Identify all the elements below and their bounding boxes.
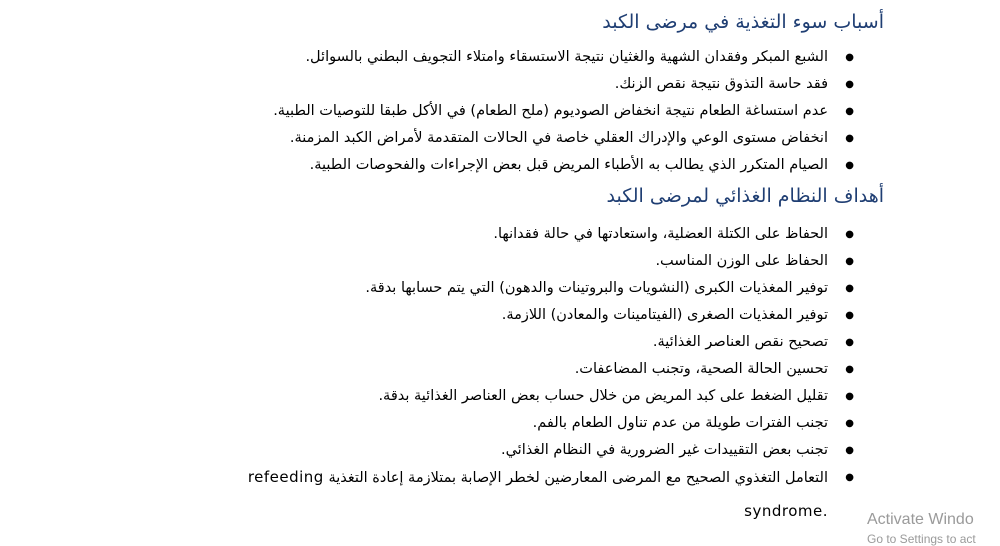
list-item: ● تجنب الفترات طويلة من عدم تناول الطعام بالفم.	[150, 410, 890, 437]
list-item: ● الحفاظ على الكتلة العضلية، واستعادتها في حالة فقدانها.	[150, 221, 890, 248]
list-item: ● الشبع المبكر وفقدان الشهية والغثيان نتيجة الاستسقاء وامتلاء التجويف البطني بالسوائل.	[150, 44, 890, 71]
list-item: ● عدم استساغة الطعام نتيجة انخفاض الصوديوم (ملح الطعام) في الأكل طبقا للتوصيات الطبية.	[150, 98, 890, 125]
list-item: ● توفير المغذيات الكبرى (النشويات والبروتينات والدهون) التي يتم حسابها بدقة.	[150, 275, 890, 302]
list-item: ● الصيام المتكرر الذي يطالب به الأطباء المريض قبل بعض الإجراءات والفحوصات الطبية.	[150, 152, 890, 179]
list-item: ● الحفاظ على الوزن المناسب.	[150, 248, 890, 275]
goals-list	[150, 221, 890, 530]
section-heading-diet-goals: أهداف النظام الغذائي لمرضى الكبد	[606, 185, 884, 207]
activate-windows-watermark	[867, 510, 1000, 546]
section-heading-malnutrition-causes: أسباب سوء التغذية في مرضى الكبد	[602, 11, 884, 33]
list-item: ● فقد حاسة التذوق نتيجة نقص الزنك.	[150, 71, 890, 98]
watermark-title: Activate Windo	[867, 511, 974, 528]
syndrome-term: syndrome.	[744, 502, 828, 520]
refeeding-term: refeeding	[247, 468, 324, 486]
list-item: ● انخفاض مستوى الوعي والإدراك العقلي خاصة في الحالات المتقدمة لأمراض الكبد المزمنة.	[150, 125, 890, 152]
refeeding-text: التعامل التغذوي الصحيح مع المرضى المعارضين لخطر الإصابة بمتلازمة إعادة التغذية	[328, 470, 828, 486]
list-item: ● تقليل الضغط على كبد المريض من خلال حساب بعض العناصر الغذائية بدقة.	[150, 383, 890, 410]
list-item: ● تصحيح نقص العناصر الغذائية.	[150, 329, 890, 356]
document-body	[150, 0, 890, 546]
list-item: ● تجنب بعض التقييدات غير الضرورية في النظام الغذائي.	[150, 437, 890, 464]
watermark-subtitle: Go to Settings to act	[867, 532, 976, 546]
causes-list	[150, 44, 890, 179]
list-item: ● توفير المغذيات الصغرى (الفيتامينات والمعادن) اللازمة.	[150, 302, 890, 329]
list-item: ● تحسين الحالة الصحية، وتجنب المضاعفات.	[150, 356, 890, 383]
list-item-refeeding	[150, 464, 890, 530]
